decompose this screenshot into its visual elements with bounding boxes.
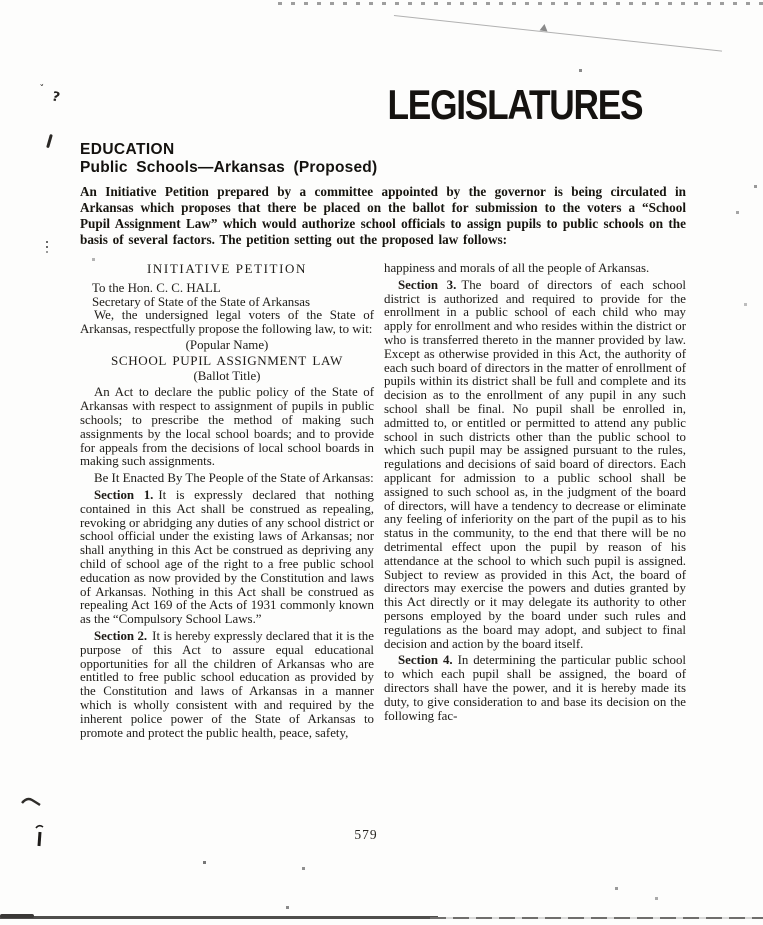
section-2-text: It is hereby expressly declared that it is the purpose of this Act to assure equal educational opportunities for all the children of Arkansas who are entitled to free public school education as provided by the Constitution and laws of Arkansas in a manner which is wholly consistent with and required by the inherent police power of the State of Arkansas to promote and protect the public health, peace, safety, <box>80 628 374 740</box>
section-4-text: In determining the particular public school to which each pupil shall be assigned, the board of directors shall have the power, and it is hereby made its duty, to give consideration to and base its decision on the following fac- <box>384 653 686 723</box>
lede-paragraph: An Initiative Petition prepared by a committee appointed by the governor is being circulated in Arkansas which proposes that there be placed on the ballot for submission to the voters a “School Pupil Assignment Law” which would authorize school officials to assign pupils to public schools on the basis of several factors. The petition setting out the proposed law follows: <box>80 184 686 248</box>
pencil-mark: ˇ <box>39 83 46 96</box>
scan-artifact-caret <box>540 23 549 31</box>
section-3-text: The board of directors of each school district is authorized and required to provide for the enrollment in a public school of each child who may apply for enrollment and who resides within the district or who is transferred thereto in the manner provided by law. Except as otherwise provided in this Act, the authority of each such board of directors in the matter of enrollment of pupils within its district shall be full and complete and its decision as to the enrollment of any pupil in any such school shall be final. No pupil shall be enrolled in, admitted to, or entitled or permitted to attend any public school in such districts other than the public school to which such pupil may be assigned pursuant to the rules, regulations and decisions of said board of directors. Each applicant for admission to a public school shall be assigned to such school as, in the judgment of the board of directors, will have a tendency to decrease or eliminate any feeling of inferiority on the part of the pupil as to his status in the community, to the end that there will be no detrimental effect upon the pupil by reason of his attendance at the school to which such pupil is assigned. Subject to review as provided in this Act, the board of directors may exercise the powers and duties granted by this Act directly or it may delegate its authority to other persons employed by the board under such rules and regulations as the board may adopt, and subject to final decision and action by the board itself. <box>384 277 686 651</box>
page-bottom-rule <box>0 916 438 919</box>
opening-paragraph: We, the undersigned legal voters of the State of Arkansas, respectfully propose the following law, to wit: <box>80 308 374 337</box>
two-column-text <box>80 262 686 824</box>
right-column <box>384 262 686 824</box>
petition-title: INITIATIVE PETITION <box>147 261 307 276</box>
pencil-mark <box>34 823 48 854</box>
section-1-paragraph <box>80 489 374 627</box>
enacting-clause: Be It Enacted By The People of the State of Arkansas: <box>94 471 374 486</box>
section-3-paragraph <box>384 279 686 652</box>
act-summary-paragraph: An Act to declare the public policy of the State of Arkansas with respect to assignment of pupils in public schools; to prescribe the method of making such assignments by the local school boards; and to provide for appeals from the decisions of local school boards in making such assignments. <box>80 385 374 469</box>
subsection-heading: Public Schools—Arkansas (Proposed) <box>80 159 378 176</box>
pencil-mark: ? <box>50 89 62 106</box>
pencil-mark <box>46 134 52 148</box>
iota-squiggle <box>34 823 48 849</box>
check-squiggle <box>21 796 41 808</box>
section-1-label: Section 1. <box>94 487 154 502</box>
left-column <box>80 262 374 824</box>
masthead-title: LEGISLATURES <box>387 81 642 128</box>
pencil-mark <box>21 795 41 813</box>
section-4-label: Section 4. <box>398 653 453 668</box>
section-2-paragraph <box>80 630 374 740</box>
section-heading: EDUCATION <box>80 141 175 158</box>
page-number: 579 <box>354 827 378 842</box>
continuation-paragraph: happiness and morals of all the people of Arkansas. <box>384 261 650 275</box>
section-4-paragraph <box>384 654 686 723</box>
salutation-line-2: Secretary of State of the State of Arkansas <box>92 294 310 309</box>
law-title: SCHOOL PUPIL ASSIGNMENT LAW <box>111 352 343 368</box>
page-bottom-rule-dashed <box>430 917 763 919</box>
scan-edge-smudge <box>0 914 34 918</box>
scan-specks <box>0 0 1 1</box>
section-2-label: Section 2. <box>94 628 148 643</box>
section-3-label: Section 3. <box>398 277 457 292</box>
section-1-text: It is expressly declared that nothing contained in this Act shall be construed as repealing, revoking or abridging any duties of any school district or school official under the existing laws of Arkansas; nor shall anything in this Act be construed as depriving any child of school age of the right to a free public school education as now provided by the Constitution and laws of Arkansas. Nothing in this Act shall be construed as repealing Act 169 of the Acts of 1931 commonly known as the “Compulsory School Laws.” <box>80 487 374 627</box>
salutation-line-1: To the Hon. C. C. HALL <box>92 280 221 295</box>
pencil-mark <box>46 241 48 243</box>
ballot-title-label: (Ballot Title) <box>193 368 261 383</box>
popular-name-label: (Popular Name) <box>185 337 269 352</box>
scan-artifact-line <box>394 15 722 52</box>
perforation-dots <box>278 2 763 5</box>
